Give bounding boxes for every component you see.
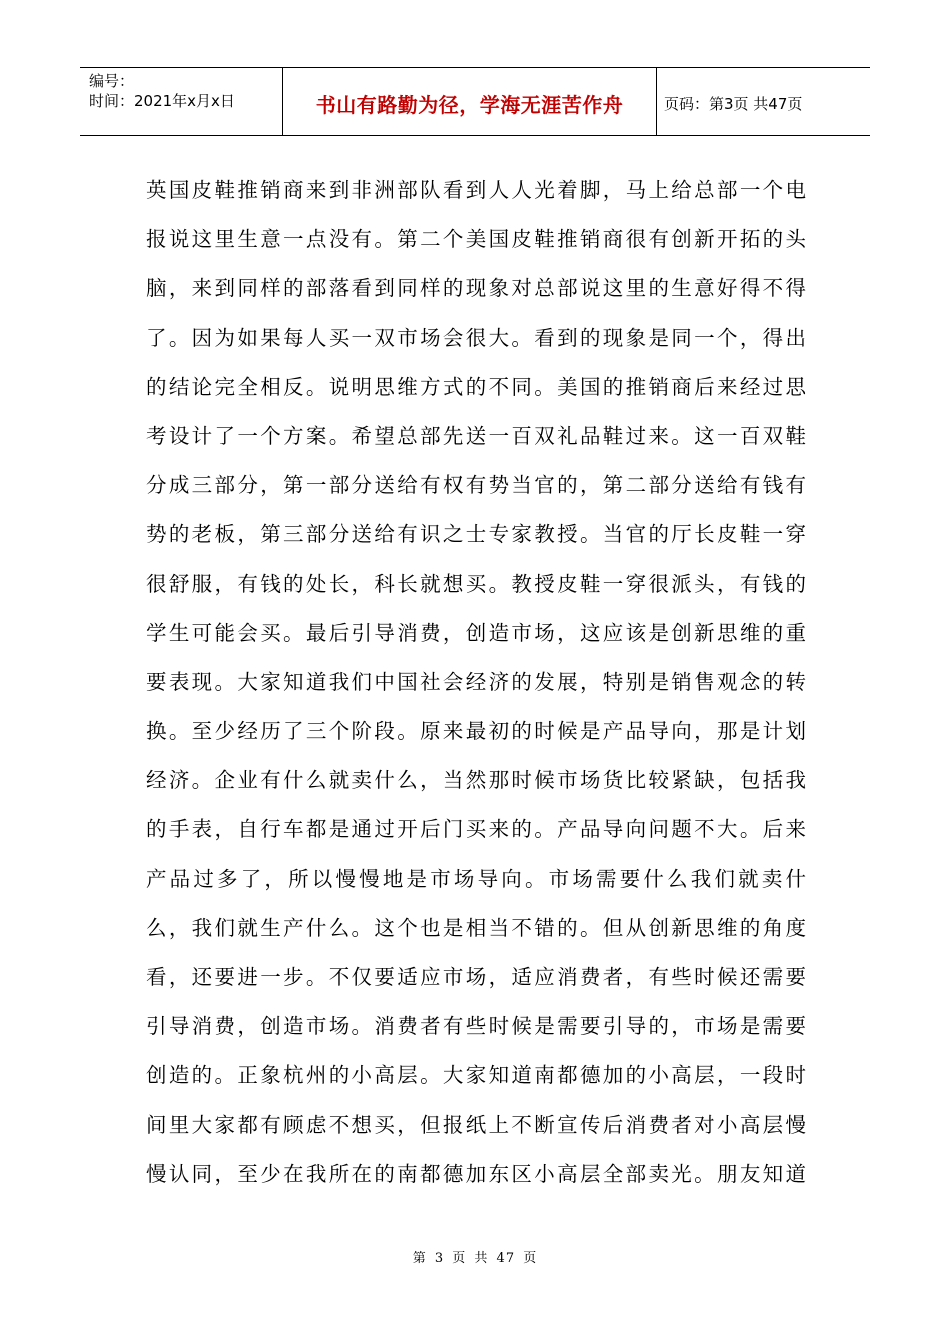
body-line: 看，还要进一步。不仅要适应市场，适应消费者，有些时候还需要 — [146, 965, 806, 989]
body-line: 报说这里生意一点没有。第二个美国皮鞋推销商很有创新开拓的头 — [146, 227, 806, 252]
body-line: 创造的。正象杭州的小高层。大家知道南都德加的小高层，一段时 — [146, 1063, 806, 1088]
body-line: 的手表，自行车都是通过开后门买来的。产品导向问题不大。后来 — [146, 817, 806, 842]
body-text — [146, 166, 806, 1199]
body-line: 了。因为如果每人买一双市场会很大。看到的现象是同一个，得出 — [146, 325, 806, 350]
body-line: 势的老板，第三部分送给有识之士专家教授。当官的厅长皮鞋一穿 — [146, 522, 806, 547]
body-line: 换。至少经历了三个阶段。原来最初的时候是产品导向，那是计划 — [146, 719, 806, 744]
document-time-label: 时间：2021年x月x日 — [89, 92, 235, 110]
body-line: 很舒服，有钱的处长，科长就想买。教授皮鞋一穿很派头，有钱的 — [146, 571, 806, 596]
body-line: 么，我们就生产什么。这个也是相当不错的。但从创新思维的角度 — [146, 915, 806, 940]
document-number-label: 编号： — [89, 72, 135, 90]
body-line: 经济。企业有什么就卖什么，当然那时候市场货比较紧缺，包括我 — [146, 768, 806, 793]
body-line: 学生可能会买。最后引导消费，创造市场，这应该是创新思维的重 — [146, 620, 806, 645]
body-line: 脑，来到同样的部落看到同样的现象对总部说这里的生意好得不得 — [146, 276, 806, 301]
body-line: 英国皮鞋推销商来到非洲部队看到人人光着脚，马上给总部一个电 — [146, 178, 806, 202]
body-line: 的结论完全相反。说明思维方式的不同。美国的推销商后来经过思 — [146, 374, 806, 399]
body-line: 考设计了一个方案。希望总部先送一百双礼品鞋过来。这一百双鞋 — [146, 423, 806, 448]
header-motto-cell — [283, 68, 657, 135]
page-footer: 第 3 页 共 47 页 — [412, 1251, 538, 1266]
header-page-cell — [657, 68, 870, 135]
header-motto: 书山有路勤为径，学海无涯苦作舟 — [315, 93, 624, 117]
header-meta-cell — [80, 68, 283, 135]
body-line: 分成三部分，第一部分送给有权有势当官的，第二部分送给有钱有 — [146, 473, 806, 498]
body-line: 间里大家都有顾虑不想买，但报纸上不断宣传后消费者对小高层慢 — [146, 1112, 806, 1137]
body-line: 产品过多了，所以慢慢地是市场导向。市场需要什么我们就卖什 — [146, 866, 806, 891]
body-line: 引导消费，创造市场。消费者有些时候是需要引导的，市场是需要 — [146, 1014, 806, 1039]
body-line: 要表现。大家知道我们中国社会经济的发展，特别是销售观念的转 — [146, 669, 806, 694]
body-line: 慢认同，至少在我所在的南都德加东区小高层全部卖光。朋友知道 — [146, 1161, 806, 1186]
header-page-code: 页码：第3页 共47页 — [664, 95, 803, 113]
page-header — [80, 67, 870, 136]
